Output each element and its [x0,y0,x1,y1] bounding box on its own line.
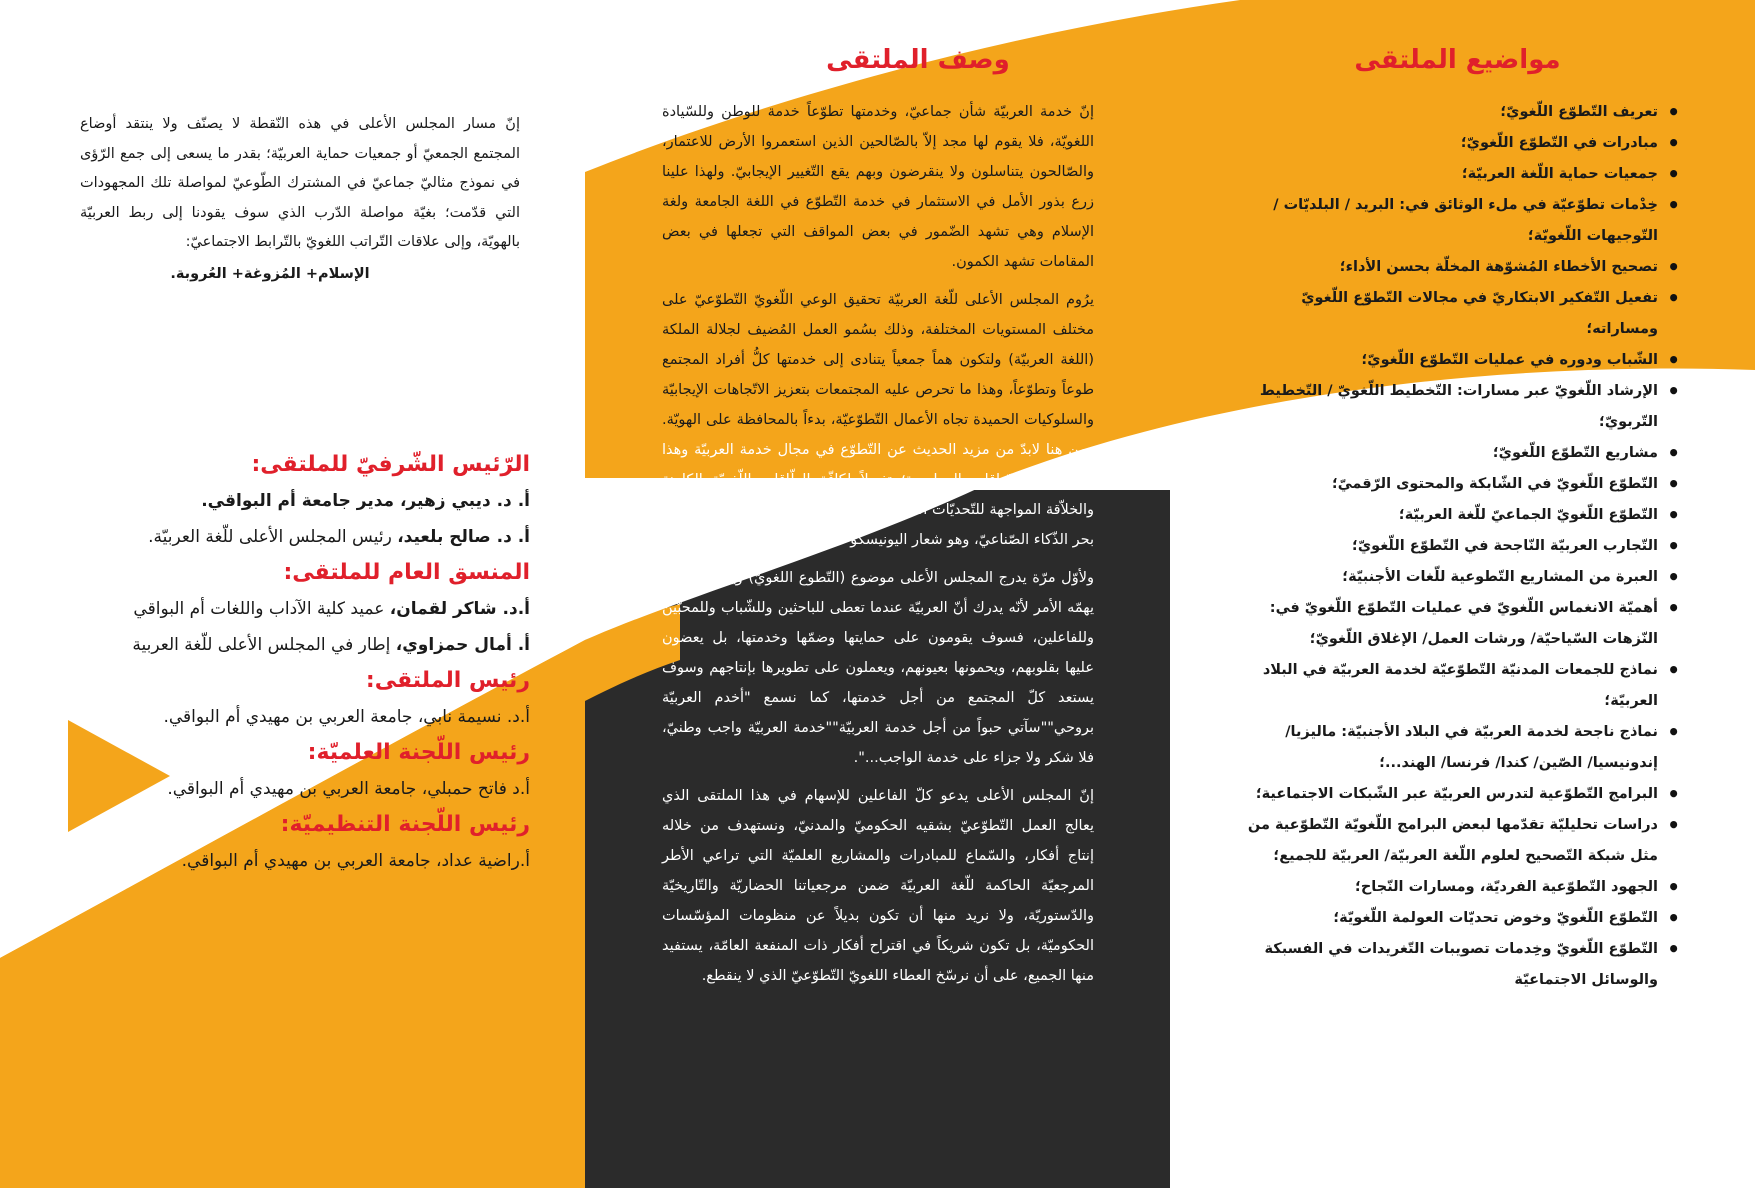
list-item: • مبادرات في التّطوّع اللّغويّ؛ [1225,128,1658,159]
description-paragraph-2-dark: يرُوم المجلس الأعلى للّغة العربيّة تحقيق الوعي اللّغويّ التّطوّعيّ على مختلف المستويات المختلفة، وذلك بسُمو العمل المُضيف لجلالة الملكة (اللغة العربيّة) ولتكون هماً جمعياً يتنادى إلى خدمتها كلُّ أفراد المجتمع طوعاً وتطوّعاً، وهذا ما تحرص عليه المجتمعات بتعزيز الاتّجاهات الإيجابيّة والسلوكيات الحميدة تجاه الأعمال التّطوّعيّة، بدءاً بالمحافظة على الهويّة. [662,292,1094,428]
list-item: • الإرشاد اللّغويّ عبر مسارات: التّخطيط اللّغويّ / التّخطيط التّربويّ؛ [1225,376,1658,438]
scientific-committee-label: رئيس اللّجنة العلميّة: [307,740,530,765]
list-item: • التّطوّع اللّغويّ الجماعيّ للّغة العربيّة؛ [1225,500,1658,531]
person-name: أ. د. صالح بلعيد، [397,527,530,547]
description-paragraph-1: إنّ خدمة العربيّة شأن جماعيّ، وخدمتها تطوّعاً خدمة للوطن وللسّيادة اللغويّة، فلا يقوم لها مجد إلاّ بالصّالحين الذين استعمروا الأرض للاعتمار، والصّالحون يتناسلون ولا ينقرضون وبهم يقع التّغيير الإيجابيّ. ولهذا علينا زرع بذور الأمل في الاستثمار في خدمة التّطوّع في اللغة الجامعة ولغة الإسلام وهي تشهد الضّمور في بعض المواقف التي تجعلها في بعض المقامات تشهد الكمون. [662,104,1094,270]
list-item: • البرامج التّطوّعية لتدرس العربيّة عبر الشّبكات الاجتماعية؛ [1225,779,1658,810]
list-item: • نماذج ناجحة لخدمة العربيّة في البلاد الأجنبيّة: ماليزيا/ إندونيسيا/ الصّين/ كندا/ فرنسا/ الهند...؛ [1225,717,1658,779]
list-item: • التّطوّع اللّغويّ وخوض تحديّات العولمة اللّغويّة؛ [1225,903,1658,934]
description-paragraph-3: ولأوّل مرّة يدرج المجلس الأعلى موضوع (التّطوع اللغويّ) وينزل به لمن يهمّه الأمر لأنّه يدرك أنّ العربيّة عندما تعطى للباحثين وللشّباب وللمحبّين وللفاعلين، فسوف يقومون على حمايتها وضمّها وخدمتها، بل يعضون عليها بقلوبهم، ويحمونها بعيونهم، ويعملون على تطويرها بإنتاجهم وسوف يستعد كلّ المجتمع من أجل خدمتها، كما نسمع "أخدم العربيّة بروحي""سآتي حبواً من أجل خدمة العربيّة""خدمة العربيّة واجب وطنيّ، فلا شكر ولا جزاء على خدمة الواجب...". [662,570,1094,766]
list-item: • خِدْمات تطوّعيّة في ملء الوثائق في: البريد / البلديّات / التّوجيهات اللّغويّة؛ [1225,190,1658,252]
description-paragraph-2-light: ومن هنا لابدّ من مزيد الحديث عن التّطوّع في مجال خدمة العربيّة وهذا ما تتطلّبه السّياقات المعاصرة؛ تفعيلاً لكافّة الطّاقات اللّغويّة الكامنة والخلاّقة المواجهة للتّحديّات القائمة؛ وبخاصّة في مجال اندماج العربيّة في بحر الذّكاء الصّناعيّ، وهو شعار اليونيسكو للعام2020م. [662,442,1094,548]
intro-section [80,110,520,290]
description-paragraph-4: إنّ المجلس الأعلى يدعو كلّ الفاعلين للإسهام في هذا الملتقى الذي يعالج العمل التّطوّعيّ بشقيه الحكوميّ والمدنيّ، ونستهدف من خلاله إنتاج أفكار، والسّماع للمبادرات والمشاريع العلميّة التي تراعي الأطر المرجعيّة الحاكمة للّغة العربيّة ضمن مرجعياتنا الحضاريّة والتّاريخيّة والدّستوريّة، ولا نريد منها أن تكون بديلاً عن منظومات المؤسّسات الحكوميّة، بل تكون شريكاً في اقتراح أفكار ذات المنفعة العامّة، يستفيد منها الجميع، على أن نرسّخ العطاء اللغويّ التّطوّعيّ الذي لا ينقطع. [662,788,1094,984]
person-title: إطار في المجلس الأعلى للّغة العربية [132,635,396,655]
forum-chair-label: رئيس الملتقى: [365,668,530,693]
description-section [662,45,1094,999]
topics-heading: مواضيع الملتقى [1354,45,1561,75]
person-name: أ. أمال حمزاوي، [395,635,530,655]
list-item: • نماذج للجمعات المدنيّة التّطوّعيّة لخدمة العربيّة في البلاد العربيّة؛ [1225,655,1658,717]
list-item: • الجهود التّطوّعية الفرديّة، ومسارات النّجاح؛ [1225,872,1658,903]
list-item: • دراسات تحليليّة تقدّمها لبعض البرامج اللّغويّة التّطوّعية من مثل شبكة التّصحيح لعلوم اللّغة العربيّة/ العربيّة للجميع؛ [1225,810,1658,872]
list-item: • جمعيات حماية اللّغة العربيّة؛ [1225,159,1658,190]
person-name: أ.د. شاكر لقمان، [389,599,530,619]
list-item: • التّطوّع اللّغويّ في الشّابكة والمحتوى الرّقميّ؛ [1225,469,1658,500]
scientific-committee-chair: أ.د فاتح حمبلي، جامعة العربي بن مهيدي أم البواقي. [167,779,530,799]
organizing-committee-chair: أ.راضية عداد، جامعة العربي بن مهيدي أم البواقي. [181,851,530,871]
committee-section [80,447,530,879]
list-item: • التّطوّع اللّغويّ وخِدمات تصويبات التّغريدات في الفسبكة والوسائل الاجتماعيّة [1225,934,1658,996]
list-item: • العبرة من المشاريع التّطوعية للّغات الأجنبيّة؛ [1225,562,1658,593]
honorary-president-label: الرّئيس الشّرفيّ للملتقى: [251,452,530,477]
topics-list [1225,97,1680,996]
list-item: • تفعيل التّفكير الابتكاريّ في مجالات التّطوّع اللّغويّ ومساراته؛ [1225,283,1658,345]
coordinator-1 [80,591,530,627]
list-item: • تصحيح الأخطاء المُشوّهة المخلّة بحسن الأداء؛ [1225,252,1658,283]
forum-chair: أ.د. نسيمة نابي، جامعة العربي بن مهيدي أم البواقي. [163,707,530,727]
intro-motto: الإسلام+ المُزوغة+ العُروبة. [170,265,370,282]
description-heading: وصف الملتقى [826,45,1010,75]
person-name: أ. د. ديبي زهير، مدير جامعة أم البواقي. [201,491,530,511]
honorary-president-2 [80,519,530,555]
description-paragraph-2 [662,285,1094,555]
coordinator-2 [80,627,530,663]
intro-paragraph: إنّ مسار المجلس الأعلى في هذه النّقطة لا يصنّف ولا ينتقد أوضاع المجتمع الجمعيّ أو جمعيات حماية العربيّة؛ بقدر ما يسعى إلى جمع الرّؤى في نموذج مثاليّ جماعيّ في المشترك الطّوعيّ لمواصلة تلك المجهودات التي قدّمت؛ بغيّة مواصلة الدّرب الذي سوف يقودنا إلى ربط العربيّة بالهويّة، وإلى علاقات التّراتب اللغويّ بالتّرابط الاجتماعيّ: [80,116,520,250]
list-item: • تعريف التّطوّع اللّغويّ؛ [1225,97,1658,128]
list-item: • أهميّة الانغماس اللّغويّ في عمليات التّطوّع اللّغويّ في: النّزهات السّياحيّة/ ورشات العمل/ الإغلاق اللّغويّ؛ [1225,593,1658,655]
topics-section [1225,45,1680,996]
list-item: • مشاريع التّطوّع اللّغويّ؛ [1225,438,1658,469]
organizing-committee-label: رئيس اللّجنة التنظيميّة: [280,812,530,837]
list-item: • الشّباب ودوره في عمليات التّطوّع اللّغويّ؛ [1225,345,1658,376]
list-item: • التّجارب العربيّة النّاجحة في التّطوّع اللّغويّ؛ [1225,531,1658,562]
person-title: رئيس المجلس الأعلى للّغة العربيّة. [148,527,398,547]
general-coordinator-label: المنسق العام للملتقى: [283,560,530,585]
person-title: عميد كلية الآداب واللغات أم البواقي [133,599,390,619]
honorary-president-1 [80,483,530,519]
